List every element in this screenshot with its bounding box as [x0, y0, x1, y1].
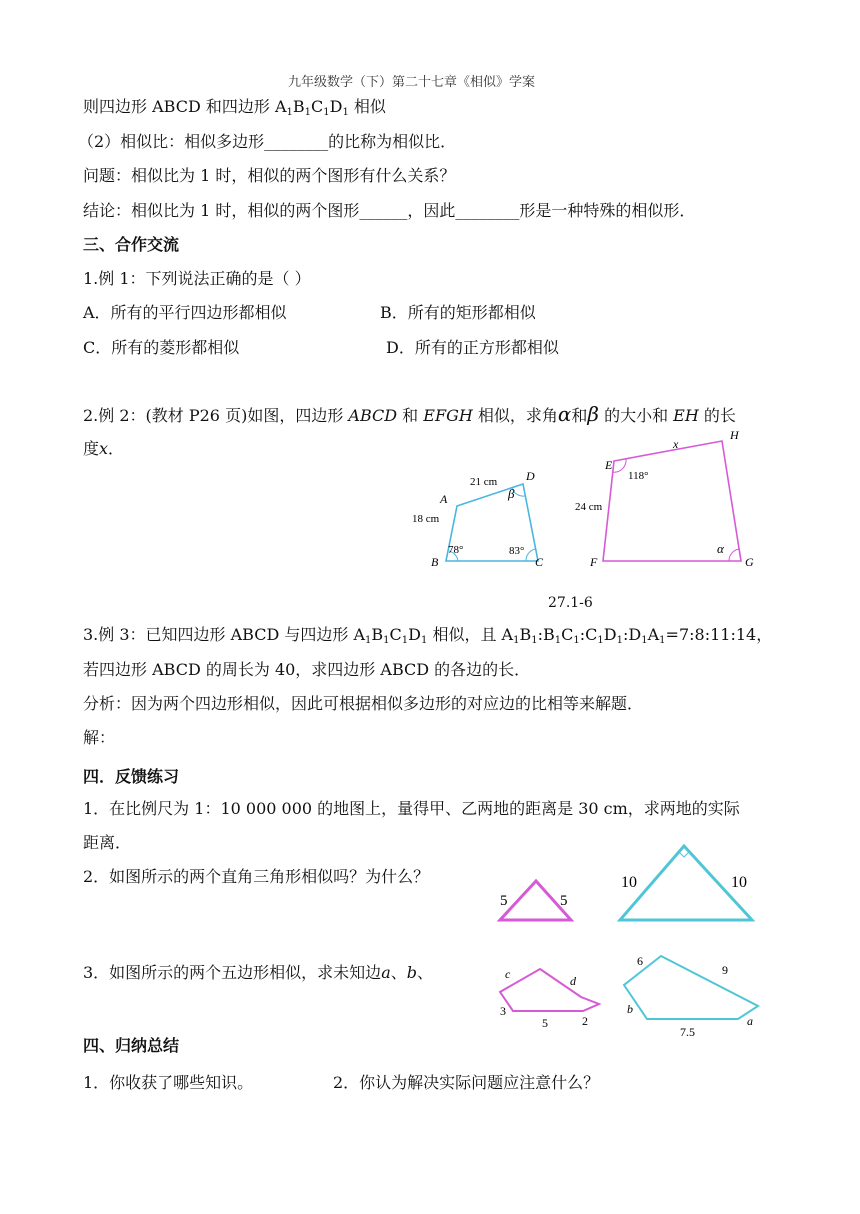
figure-caption: 27.1-6 — [548, 595, 593, 611]
text-line-conclusion: 结论：相似比为 1 时，相似的两个图形______，因此________形是一种特殊的相似形． — [83, 201, 696, 220]
subscript: 1 — [597, 635, 604, 646]
text-segment: 2.例 2：(教材 P26 页)如图，四边形 — [83, 406, 349, 425]
summary-item-1: 1．你收获了哪些知识。 — [83, 1073, 254, 1092]
triangle-large — [620, 846, 752, 920]
text-segment: A — [647, 625, 660, 644]
label-pent-large-75: 7.5 — [680, 1025, 695, 1039]
text-line-similar-quads — [83, 96, 386, 118]
quadrilateral-abcd — [446, 484, 538, 561]
text-segment: :D — [623, 625, 642, 644]
text-segment: 和 — [571, 406, 588, 425]
text-segment: 、 — [390, 963, 407, 982]
label-b: B — [431, 555, 439, 569]
example-3-question — [83, 624, 772, 646]
label-tri-large-right: 10 — [731, 874, 747, 891]
subscript: 1 — [554, 635, 562, 646]
label-f: F — [590, 555, 598, 569]
text-segment: B — [292, 97, 305, 116]
text-segment: 3.例 3：已知四边形 ABCD 与四边形 A — [83, 625, 366, 644]
section-heading-cooperation: 三、合作交流 — [83, 235, 180, 254]
label-beta: β — [508, 486, 515, 501]
option-b: B．所有的矩形都相似 — [380, 303, 536, 322]
text-segment: 相似，且 A — [427, 625, 514, 644]
label-tri-large-left: 10 — [621, 874, 637, 891]
option-d: D．所有的正方形都相似 — [386, 338, 559, 357]
subscript: 1 — [421, 635, 428, 646]
text-segment: D — [329, 97, 343, 116]
label-angle-c: 83° — [509, 545, 525, 557]
angle-mark-c — [526, 549, 535, 561]
text-segment: 的大小和 — [598, 406, 674, 425]
text-segment: EH — [673, 406, 699, 425]
label-pent-small-3: 3 — [500, 1004, 506, 1018]
label-pent-small-c: c — [505, 967, 511, 981]
label-side-ef: 24 cm — [575, 501, 603, 513]
text-segment: ． — [108, 439, 125, 458]
text-segment: 度 — [83, 439, 100, 458]
option-c: C．所有的菱形都相似 — [83, 338, 240, 357]
label-tri-small-left: 5 — [500, 893, 508, 909]
text-segment: β — [587, 402, 599, 426]
text-segment: ABCD — [348, 406, 398, 425]
right-angle-mark — [679, 852, 689, 857]
text-segment: b — [406, 963, 417, 982]
text-segment: :B — [537, 625, 555, 644]
label-alpha: α — [717, 541, 724, 556]
text-segment: 相似 — [348, 97, 386, 116]
label-pent-large-a: a — [747, 1014, 753, 1028]
page-header: 九年级数学（下）第二十七章《相似》学案 — [288, 75, 536, 90]
exercise-1: 1．在比例尺为 1：10 000 000 的地图上，量得甲、乙两地的距离是 30 cm，求两地的实际 — [83, 799, 740, 818]
section-heading-summary: 四、归纳总结 — [83, 1036, 180, 1055]
example-3-solution: 解： — [83, 728, 116, 747]
subscript: 1 — [401, 635, 409, 646]
example-2-question-cont — [83, 438, 124, 460]
label-side-ad: 21 cm — [470, 476, 498, 488]
subscript: 1 — [573, 635, 580, 646]
exercise-2: 2．如图所示的两个直角三角形相似吗？为什么？ — [83, 867, 430, 886]
example-1-question: 1.例 1：下列说法正确的是（ ） — [83, 269, 311, 288]
triangle-small — [500, 881, 571, 920]
summary-item-2: 2．你认为解决实际问题应注意什么？ — [333, 1073, 600, 1092]
label-d: D — [526, 469, 535, 483]
text-segment: 的长 — [698, 406, 736, 425]
quadrilateral-efgh — [603, 441, 741, 561]
text-segment: B — [371, 625, 384, 644]
text-line-question: 问题：相似比为 1 时，相似的两个图形有什么关系？ — [83, 166, 456, 185]
text-segment: x — [99, 439, 109, 458]
exercise-3 — [83, 962, 433, 984]
subscript: 1 — [304, 107, 312, 118]
label-pent-small-2: 2 — [582, 1014, 588, 1028]
text-segment: :C — [579, 625, 598, 644]
label-pent-large-b: b — [627, 1002, 633, 1016]
example-2-question — [83, 403, 736, 427]
text-segment: EFGH — [423, 406, 473, 425]
angle-mark-g — [729, 549, 739, 561]
text-segment: C — [561, 625, 574, 644]
label-angle-e: 118° — [628, 470, 649, 482]
example-3-analysis: 分析：因为两个四边形相似，因此可根据相似多边形的对应边的比相等来解题． — [83, 694, 644, 713]
text-segment: 和 — [397, 406, 424, 425]
text-segment: B — [519, 625, 532, 644]
subscript: 1 — [641, 635, 648, 646]
angle-mark-e — [612, 459, 626, 472]
pentagon-small — [500, 969, 599, 1011]
text-segment: =7:8:11:14， — [665, 625, 773, 644]
label-tri-small-right: 5 — [560, 893, 568, 909]
angle-mark-b — [449, 551, 458, 561]
label-c: C — [535, 555, 544, 569]
text-segment: C — [389, 625, 402, 644]
subscript: 1 — [383, 635, 390, 646]
label-pent-large-6: 6 — [637, 954, 643, 968]
example-3-question-cont: 若四边形 ABCD 的周长为 40，求四边形 ABCD 的各边的长． — [83, 660, 531, 679]
subscript: 1 — [365, 635, 372, 646]
label-side-ab: 18 cm — [412, 513, 440, 525]
option-a: A．所有的平行四边形都相似 — [83, 303, 287, 322]
text-segment: C — [311, 97, 324, 116]
subscript: 1 — [513, 635, 520, 646]
subscript: 1 — [616, 635, 623, 646]
text-line-ratio-def: （2）相似比：相似多边形________的比称为相似比． — [78, 132, 457, 151]
label-h: H — [730, 428, 739, 442]
subscript: 1 — [323, 107, 330, 118]
label-a: A — [440, 492, 448, 506]
label-pent-small-5: 5 — [542, 1016, 548, 1030]
text-segment: D — [408, 625, 421, 644]
subscript: 1 — [342, 107, 349, 118]
label-side-eh: x — [673, 437, 679, 451]
label-pent-large-9: 9 — [722, 963, 728, 977]
label-e: E — [605, 458, 613, 472]
text-segment: 、 — [417, 963, 434, 982]
angle-mark-d — [512, 488, 525, 496]
text-segment: D — [603, 625, 617, 644]
subscript: 1 — [531, 635, 538, 646]
label-g: G — [745, 555, 754, 569]
pentagon-large — [624, 956, 758, 1019]
text-segment: 相似，求角 — [472, 406, 558, 425]
label-pent-small-d: d — [570, 974, 576, 988]
text-segment: 则四边形 ABCD 和四边形 A — [83, 97, 287, 116]
section-heading-feedback: 四．反馈练习 — [83, 767, 180, 786]
exercise-1-cont: 距离． — [83, 833, 132, 852]
text-segment: 3．如图所示的两个五边形相似，求未知边 — [83, 963, 382, 982]
subscript: 1 — [659, 635, 666, 646]
label-angle-b: 78° — [448, 544, 464, 556]
text-segment: α — [557, 402, 572, 426]
text-segment: a — [381, 963, 391, 982]
subscript: 1 — [286, 107, 293, 118]
